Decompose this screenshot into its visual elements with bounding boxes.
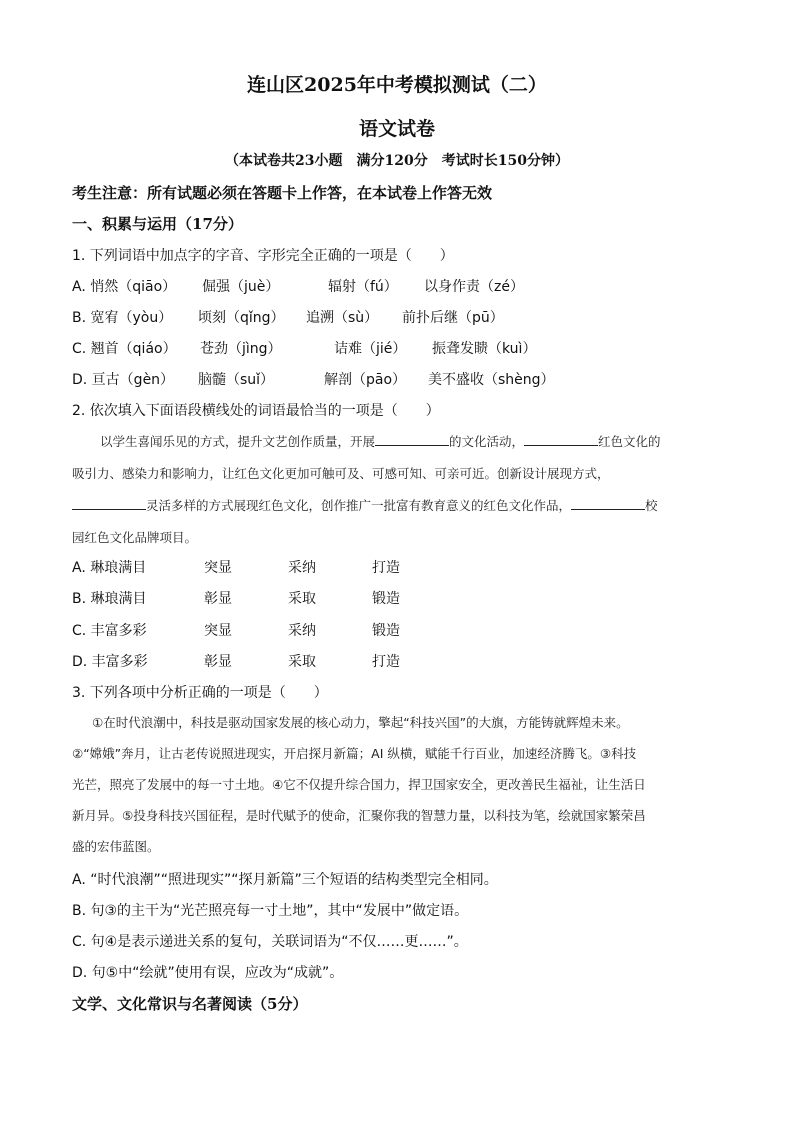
- q2-option-d: [72, 651, 722, 671]
- q2-c-word1: C. 丰富多彩: [72, 623, 147, 639]
- page-title: 连山区2025年中考模拟测试（二）: [247, 74, 547, 96]
- q3-passage-line-2: ②“嫦娥”奔月，让古老传说照进现实，开启探月新篇；AI 纵横，赋能千行百业，加速经济腾飞。③科技: [72, 746, 637, 761]
- q2-passage-line-3: [72, 496, 658, 514]
- q2-b-word2: 彰显: [204, 591, 232, 607]
- q2-option-b: [72, 588, 722, 608]
- q2-c-word2: 突显: [204, 623, 232, 639]
- exam-info: （本试卷共23小题 满分120分 考试时长150分钟）: [225, 153, 569, 169]
- q2-passage-text-3a: 灵活多样的方式展现红色文化，创作推广一批富有教育意义的红色文化作品，: [146, 498, 572, 513]
- q1-b-word3: 追溯（sù）: [306, 310, 379, 326]
- q2-passage-line-1: [100, 432, 661, 450]
- q3-option-a: A. “时代浪潮”“照进现实”“探月新篇”三个短语的结构类型完全相同。: [72, 872, 498, 888]
- q2-passage-text-1a: 以学生喜闻乐见的方式，提升文艺创作质量，开展: [100, 434, 376, 449]
- q3-option-d: D. 句⑤中“绘就”使用有误，应改为“成就”。: [72, 965, 344, 981]
- q3-passage-line-3: 光芒，照亮了发展中的每一寸土地。④它不仅提升综合国力，捍卫国家安全，更改善民生福祉，让生活日: [72, 777, 646, 792]
- q3-passage-line-5: 盛的宏伟蓝图。: [72, 839, 160, 854]
- q1-option-b: [72, 307, 722, 327]
- q2-a-word2: 突显: [204, 560, 232, 576]
- question-1-stem: 1. 下列词语中加点字的字音、字形完全正确的一项是（ ）: [72, 248, 454, 264]
- q2-d-word2: 彰显: [204, 654, 232, 670]
- q1-b-word1: B. 宽宥（yòu）: [72, 310, 173, 326]
- blank-1: [375, 433, 449, 446]
- q2-b-word1: B. 琳琅满目: [72, 591, 147, 607]
- q1-a-word3: 辐射（fú）: [328, 279, 398, 295]
- section-2-title: 文学、文化常识与名著阅读（5分）: [72, 995, 308, 1013]
- q1-b-word4: 前扑后继（pū）: [402, 310, 504, 326]
- question-2-stem: 2. 依次填入下面语段横线处的词语最恰当的一项是（ ）: [72, 403, 440, 419]
- q3-passage: [72, 713, 720, 853]
- q1-d-word2: 脑髓（suǐ）: [198, 372, 275, 388]
- q1-a-word1: A. 悄然（qiāo）: [72, 279, 177, 295]
- q2-a-word1: A. 琳琅满目: [72, 560, 147, 576]
- q1-a-word2: 倔强（juè）: [202, 279, 280, 295]
- q1-option-c: [72, 338, 722, 358]
- q2-option-c: [72, 620, 722, 640]
- q2-passage-text-1b: 的文化活动，: [449, 434, 525, 449]
- q2-a-word4: 打造: [372, 560, 400, 576]
- q1-a-word4: 以身作责（zé）: [424, 279, 524, 295]
- q1-d-word4: 美不盛收（shèng）: [428, 372, 555, 388]
- q2-b-word3: 采取: [288, 591, 316, 607]
- q3-option-c: C. 句④是表示递进关系的复句，关联词语为“不仅……更……”。: [72, 934, 468, 950]
- question-3-stem: 3. 下列各项中分析正确的一项是（ ）: [72, 685, 328, 701]
- q3-passage-line-1: ①在时代浪潮中，科技是驱动国家发展的核心动力，擎起“科技兴国”的大旗，方能铸就辉煌未来。: [92, 715, 629, 730]
- subject-title: 语文试卷: [358, 118, 435, 140]
- blank-2: [524, 433, 598, 446]
- q2-c-word4: 锻造: [372, 623, 400, 639]
- exam-notice: 考生注意：所有试题必须在答题卡上作答，在本试卷上作答无效: [72, 184, 493, 202]
- q2-option-a: [72, 557, 722, 577]
- q1-option-d: [72, 369, 722, 389]
- q2-a-word3: 采纳: [288, 560, 316, 576]
- q1-c-word2: 苍劲（jìng）: [200, 341, 282, 357]
- q1-b-word2: 顷刻（qǐng）: [198, 310, 285, 326]
- q2-passage-text-3b: 校: [645, 498, 658, 513]
- q1-d-word3: 解剖（pāo）: [324, 372, 407, 388]
- q1-d-word1: D. 亘古（gèn）: [72, 372, 175, 388]
- q2-passage-line-4: 园红色文化品牌项目。: [72, 530, 198, 545]
- q1-c-word3: 诘难（jié）: [334, 341, 407, 357]
- q2-d-word1: D. 丰富多彩: [72, 654, 148, 670]
- blank-4: [571, 497, 645, 510]
- blank-3: [72, 497, 146, 510]
- q2-c-word3: 采纳: [288, 623, 316, 639]
- q1-option-a: [72, 276, 722, 296]
- section-1-title: 一、积累与运用（17分）: [72, 215, 243, 233]
- q3-option-b: B. 句③的主干为“光芒照亮每一寸土地”，其中“发展中”做定语。: [72, 903, 469, 919]
- q2-d-word3: 采取: [288, 654, 316, 670]
- q1-c-word4: 振聋发瞆（kuì）: [432, 341, 537, 357]
- q2-passage: [72, 432, 720, 545]
- q2-d-word4: 打造: [372, 654, 400, 670]
- q3-passage-line-4: 新月异。⑤投身科技兴国征程，是时代赋予的使命，汇聚你我的智慧力量，以科技为笔，绘就国家繁荣昌: [72, 808, 646, 823]
- q1-c-word1: C. 翘首（qiáo）: [72, 341, 177, 357]
- q2-b-word4: 锻造: [372, 591, 400, 607]
- q2-passage-line-2: 吸引力、感染力和影响力，让红色文化更加可触可及、可感可知、可亲可近。创新设计展现方式，: [72, 466, 610, 481]
- q2-passage-text-1c: 红色文化的: [598, 434, 661, 449]
